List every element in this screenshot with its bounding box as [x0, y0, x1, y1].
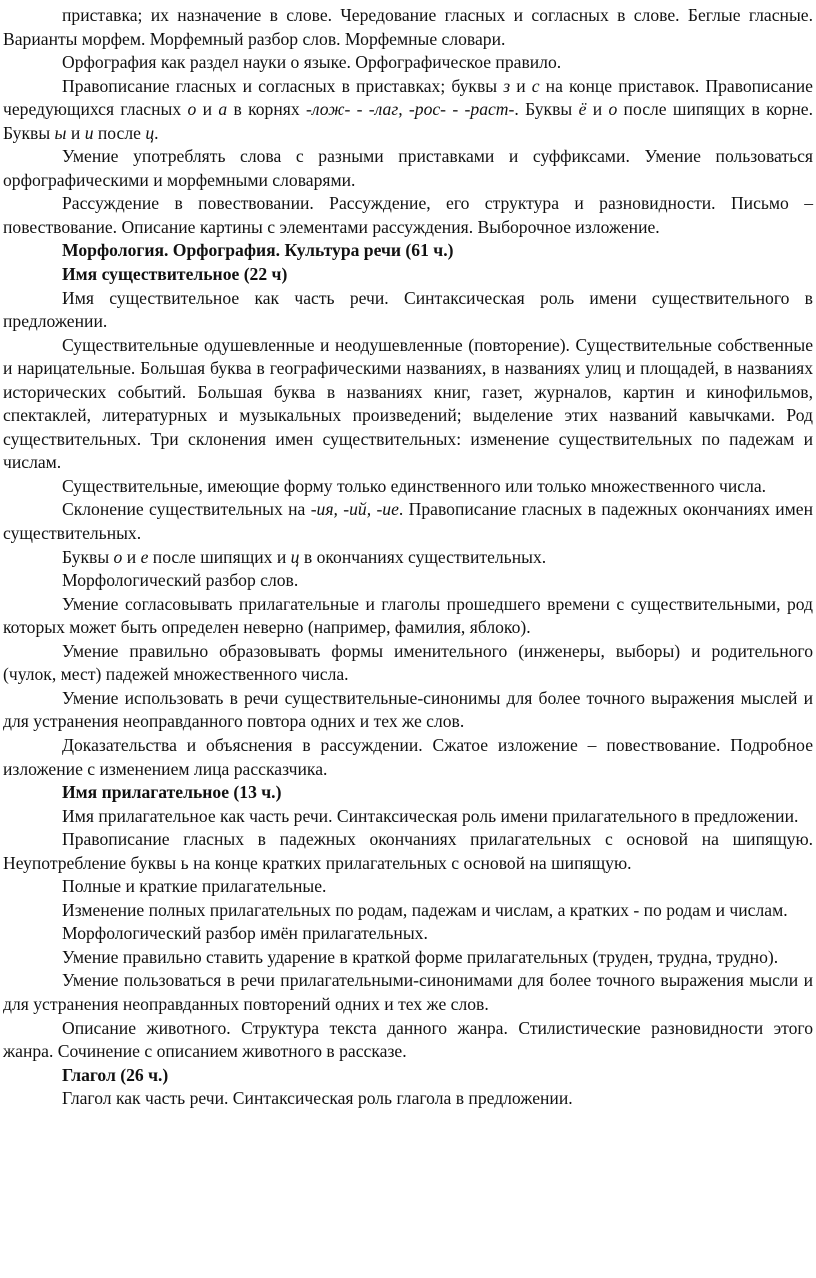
paragraph — [3, 546, 813, 570]
text-run: Умение употреблять слова с разными приставками и суффиксами. Умение пользоваться орфографическими и морфемными словарями. — [3, 146, 813, 190]
paragraph — [3, 334, 813, 475]
text-run: Существительные, имеющие форму только единственного или только множественного числа. — [62, 475, 767, 496]
text-run: Изменение полных прилагательных по родам, падежам и числам, а кратких - по родам и числам. — [62, 899, 788, 920]
text-run: Существительные одушевленные и неодушевленные (повторение). Существительные собственные и нарицательные. Большая буква в географическими названиях, в названиях улиц и площадей, в названиях исторических событий. Большая буква в названиях книг, газет, журналов, картин и кинофильмов, спектаклей, литературных и музыкальных произведений; выделение этих названий кавычками. Род существительных. Три склонения имен существительных: изменение существительных по падежам и числам. — [3, 334, 813, 473]
text-run: Умение правильно ставить ударение в краткой форме прилагательных (труден, трудна, трудно). — [62, 946, 779, 967]
text-run: Склонение существительных на — [62, 499, 311, 520]
text-run: Глагол (26 ч.) — [62, 1064, 169, 1085]
text-run: после шипящих и — [148, 546, 291, 567]
text-run: в окончаниях существительных. — [299, 546, 547, 567]
text-run: Имя прилагательное (13 ч.) — [62, 782, 282, 803]
section-heading — [3, 263, 813, 287]
text-run: Описание животного. Структура текста данного жанра. Стилистические разновидности этого жанра. Сочинение с описанием животного в рассказе. — [3, 1017, 813, 1062]
text-run: Буквы — [62, 546, 114, 567]
paragraph — [3, 828, 813, 875]
text-run: Имя существительное (22 ч) — [62, 264, 288, 285]
text-run: Умение правильно образовывать формы именительного (инженеры, выборы) и родительного (чулок, мест) падежей множественного числа. — [3, 640, 813, 685]
paragraph — [3, 805, 813, 829]
italic-run: о — [187, 99, 197, 120]
text-run: Умение согласовывать прилагательные и глаголы прошедшего времени с существительными, род которых может быть определен неверно (например, фамилия, яблоко). — [3, 593, 813, 638]
italic-run: з — [503, 75, 511, 96]
section-heading — [3, 239, 813, 263]
text-run: . Правописание гласных в падежных окончаниях имен существительных. — [3, 499, 813, 544]
italic-run: о — [113, 546, 123, 567]
paragraph — [3, 969, 813, 1016]
text-run: . Буквы — [514, 99, 579, 120]
paragraph — [3, 569, 813, 593]
text-run: Рассуждение в повествовании. Рассуждение, его структура и разновидности. Письмо – повествование. Описание картины с элементами рассуждения. Выборочное изложение. — [3, 193, 813, 237]
paragraph — [3, 593, 813, 640]
paragraph — [3, 4, 813, 51]
text-run: и — [586, 99, 609, 120]
text-run: Правописание гласных и согласных в приставках; буквы — [62, 75, 504, 96]
text-run: Доказательства и объяснения в рассуждении. Сжатое изложение – повествование. Подробное изложение с изменением лица рассказчика. — [3, 734, 813, 779]
text-run: . — [154, 122, 159, 143]
paragraph — [3, 475, 813, 499]
text-run: Умение пользоваться в речи прилагательными-синонимами для более точного выражения мысли и для устранения неоправданных повторений одних и тех же слов. — [3, 970, 813, 1014]
text-run: Орфография как раздел науки о языке. Орфографическое правило. — [62, 52, 562, 73]
paragraph — [3, 946, 813, 970]
paragraph — [3, 1087, 813, 1111]
text-run: и — [122, 546, 141, 567]
paragraph — [3, 145, 813, 192]
italic-run: о — [608, 99, 618, 120]
text-run: Имя прилагательное как часть речи. Синтаксическая роль имени прилагательного в предложении. — [62, 805, 799, 826]
paragraph — [3, 875, 813, 899]
italic-run: ё — [578, 99, 587, 120]
text-run: на конце приставок. Правописание чередующихся гласных — [3, 75, 813, 120]
text-run: Морфологический разбор имён прилагательных. — [62, 923, 428, 944]
italic-run: ц — [145, 122, 155, 143]
italic-run: с — [531, 75, 540, 96]
text-run: Имя существительное как часть речи. Синтаксическая роль имени существительного в предложении. — [3, 287, 813, 332]
text-run: Морфологический разбор слов. — [62, 570, 299, 591]
section-heading — [3, 781, 813, 805]
italic-run: -ия, -ий, -ие — [310, 499, 399, 520]
text-run: Глагол как часть речи. Синтаксическая роль глагола в предложении. — [62, 1088, 573, 1109]
paragraph — [3, 687, 813, 734]
italic-run: а — [218, 99, 228, 120]
text-run: Правописание гласных в падежных окончаниях прилагательных с основой на шипящую. Неупотребление буквы ь на конце кратких прилагательных с основой на шипящую. — [3, 829, 813, 873]
section-heading — [3, 1064, 813, 1088]
text-run: после — [93, 122, 146, 143]
italic-run: ы — [54, 122, 67, 143]
paragraph — [3, 498, 813, 545]
paragraph — [3, 192, 813, 239]
italic-run: и — [84, 122, 94, 143]
text-run: Морфология. Орфография. Культура речи (61 ч.) — [62, 240, 454, 261]
paragraph — [3, 734, 813, 781]
paragraph — [3, 287, 813, 334]
paragraph — [3, 640, 813, 687]
text-run: и — [66, 122, 85, 143]
italic-run: -лож- - -лаг, -рос- - -раст- — [305, 99, 515, 120]
text-run: в корнях — [227, 99, 306, 120]
text-run: приставка; их назначение в слове. Чередование гласных и согласных в слове. Беглые гласные. Варианты морфем. Морфемный разбор слов. Морфемные словари. — [3, 5, 813, 49]
italic-run: е — [140, 546, 149, 567]
italic-run: ц — [290, 546, 300, 567]
paragraph — [3, 1017, 813, 1064]
text-run: Умение использовать в речи существительные-синонимы для более точного выражения мыслей и для устранения неоправданного повтора одних и тех же слов. — [3, 687, 813, 732]
text-run: после шипящих в корне. Буквы — [3, 99, 813, 143]
paragraph — [3, 75, 813, 146]
text-run: и — [196, 99, 219, 120]
text-run: и — [510, 75, 532, 96]
paragraph — [3, 922, 813, 946]
paragraph — [3, 51, 813, 75]
paragraph — [3, 899, 813, 923]
text-run: Полные и краткие прилагательные. — [62, 876, 327, 897]
